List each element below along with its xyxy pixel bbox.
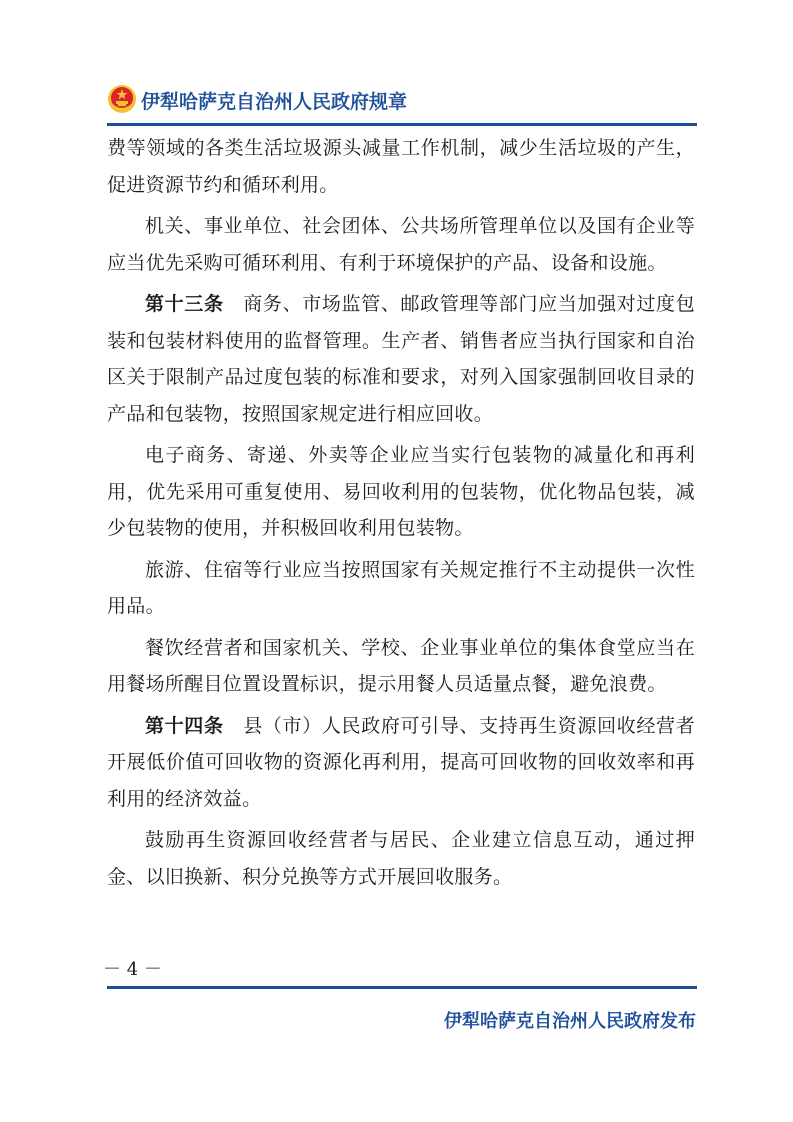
article-heading: 第十三条 — [145, 293, 224, 315]
page-header — [107, 84, 697, 124]
paragraph-text: 商务、市场监管、邮政管理等部门应当加强对过度包装和包装材料使用的监督管理。生产者、销售者应当执行国家和自治区关于限制产品过度包装的标准和要求，对列入国家强制回收目录的产品和包装物，按照国家规定进行相应回收。 — [107, 293, 695, 425]
footer-divider — [107, 986, 697, 989]
paragraph-text: 旅游、住宿等行业应当按照国家有关规定推行不主动提供一次性用品。 — [107, 558, 695, 617]
header-title: 伊犁哈萨克自治州人民政府规章 — [141, 91, 408, 113]
paragraph-text: 电子商务、寄递、外卖等企业应当实行包装物的减量化和再利用，优先采用可重复使用、易回收利用的包装物，优化物品包装，减少包装物的使用，并积极回收利用包装物。 — [107, 444, 695, 539]
footer-publisher: 伊犁哈萨克自治州人民政府发布 — [444, 1011, 696, 1032]
paragraph-text: 县（市）人民政府可引导、支持再生资源回收经营者开展低价值可回收物的资源化再利用，提高可回收物的回收效率和再利用的经济效益。 — [107, 714, 695, 810]
paragraph — [107, 437, 695, 547]
paragraph-text: 费等领域的各类生活垃圾源头减量工作机制，减少生活垃圾的产生，促进资源节约和循环利用。 — [107, 137, 695, 196]
paragraph-text: 机关、事业单位、社会团体、公共场所管理单位以及国有企业等应当优先采购可循环利用、有利于环境保护的产品、设备和设施。 — [107, 215, 695, 274]
paragraph — [107, 630, 695, 703]
paragraph — [107, 822, 695, 895]
paragraph — [107, 208, 695, 281]
header-divider — [107, 123, 697, 126]
paragraph-text: 鼓励再生资源回收经营者与居民、企业建立信息互动，通过押金、以旧换新、积分兑换等方式开展回收服务。 — [107, 829, 695, 888]
page-number: － 4 － — [103, 959, 162, 980]
paragraph-text: 餐饮经营者和国家机关、学校、企业事业单位的集体食堂应当在用餐场所醒目位置设置标识，提示用餐人员适量点餐，避免浪费。 — [107, 636, 695, 695]
paragraph — [107, 552, 695, 625]
article-heading: 第十四条 — [145, 714, 224, 737]
article-paragraph — [107, 708, 695, 818]
article-paragraph — [107, 286, 695, 432]
document-body — [107, 130, 695, 895]
national-emblem-icon — [107, 84, 137, 114]
paragraph — [107, 130, 695, 203]
